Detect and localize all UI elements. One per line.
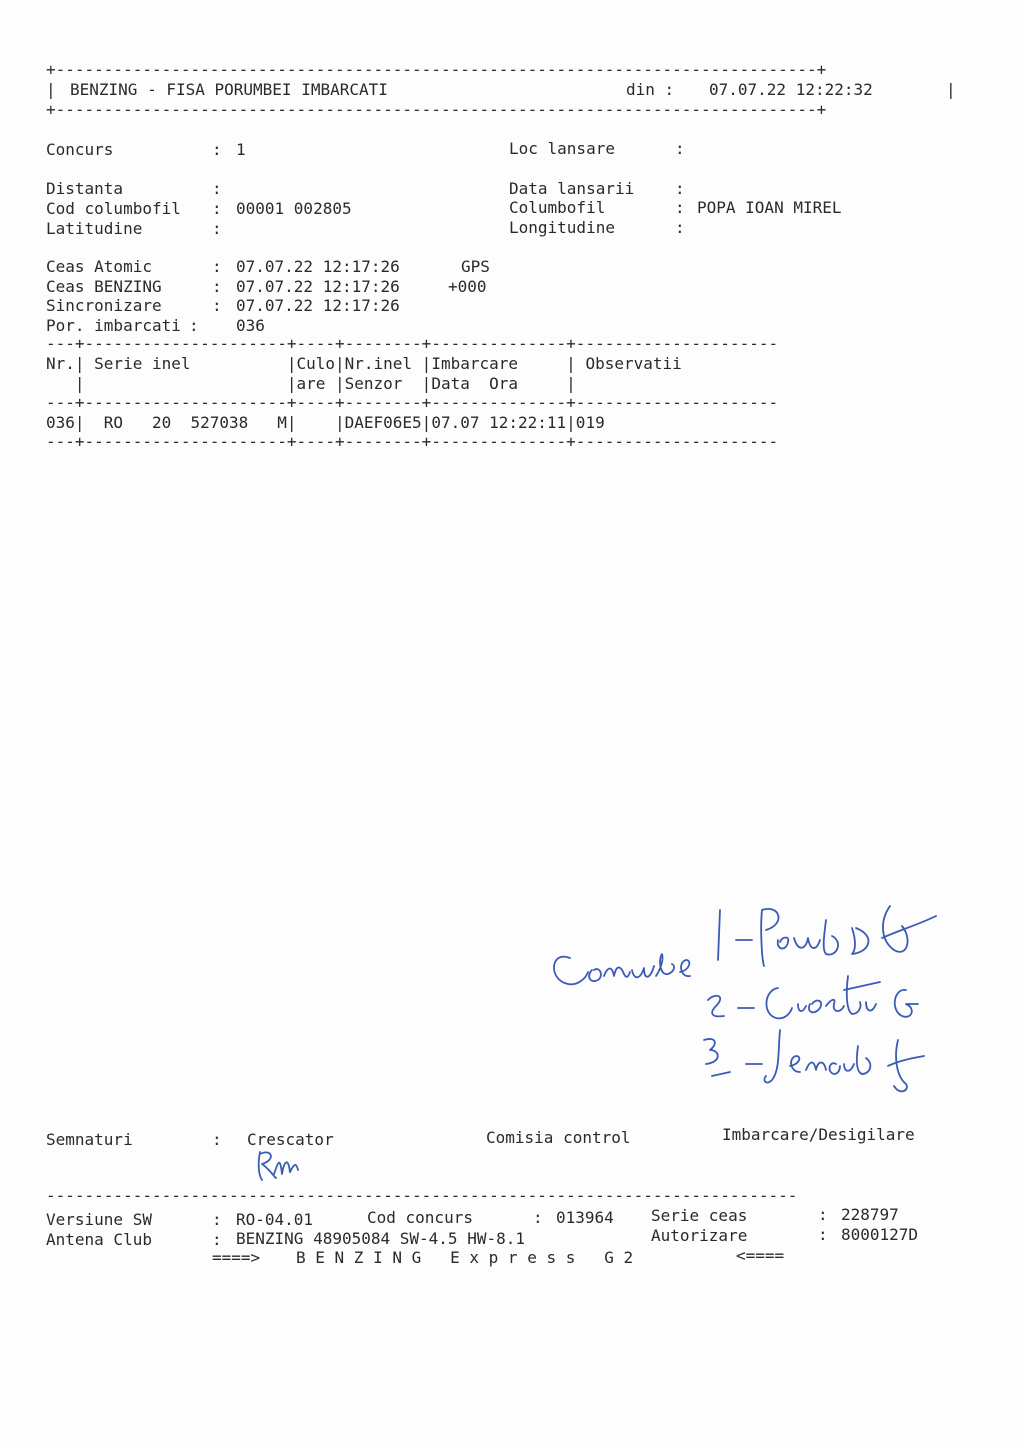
banner-arrow-left: ====> bbox=[212, 1248, 261, 1267]
cod-concurs-label: Cod concurs bbox=[367, 1208, 473, 1227]
sincronizare-label: Sincronizare bbox=[46, 296, 162, 315]
por-imbarcati-label: Por. imbarcati bbox=[46, 316, 181, 335]
header-rule-top: +-------------------------------------------------------------------------------+ bbox=[46, 60, 827, 79]
por-imbarcati-value: 036 bbox=[236, 316, 265, 335]
header-title: BENZING - FISA PORUMBEI IMBARCATI bbox=[70, 80, 388, 99]
latitudine-label: Latitudine bbox=[46, 219, 143, 238]
header-border-right: | bbox=[946, 80, 956, 99]
concurs-colon: : bbox=[212, 140, 222, 159]
ceas-atomic-value: 07.07.22 12:17:26 bbox=[236, 257, 400, 276]
crescator-signature-drawing bbox=[250, 1146, 310, 1186]
cod-columbofil-value: 00001 002805 bbox=[236, 199, 352, 218]
serie-ceas-label: Serie ceas bbox=[651, 1206, 748, 1225]
concurs-label: Concurs bbox=[46, 140, 114, 159]
ceas-benzing-colon: : bbox=[212, 277, 222, 296]
columbofil-label: Columbofil bbox=[509, 198, 606, 217]
longitudine-colon: : bbox=[675, 218, 685, 237]
banner-arrow-right: <==== bbox=[736, 1246, 785, 1265]
ceas-atomic-label: Ceas Atomic bbox=[46, 257, 152, 276]
cod-concurs-value: 013964 bbox=[556, 1208, 614, 1227]
loc-lansare-colon: : bbox=[675, 139, 685, 158]
ceas-atomic-colon: : bbox=[212, 257, 222, 276]
banner-text: B E N Z I N G E x p r e s s G 2 bbox=[296, 1248, 634, 1267]
versiune-sw-label: Versiune SW bbox=[46, 1210, 152, 1229]
distanta-label: Distanta bbox=[46, 179, 124, 198]
longitudine-label: Longitudine bbox=[509, 218, 615, 237]
table-header-row-1: Nr.| Serie inel |Culo|Nr.inel |Imbarcare | Observatii bbox=[46, 354, 682, 373]
ceas-benzing-value: 07.07.22 12:17:26 bbox=[236, 277, 400, 296]
concurs-value: 1 bbox=[236, 140, 246, 159]
table-rule-bottom: ---+---------------------+----+--------+--------------+--------------------- bbox=[46, 432, 779, 451]
cod-concurs-colon: : bbox=[533, 1208, 543, 1227]
distanta-colon: : bbox=[212, 179, 222, 198]
crescator-label: Crescator bbox=[247, 1130, 334, 1149]
columbofil-value: POPA IOAN MIREL bbox=[697, 198, 842, 217]
cod-columbofil-label: Cod columbofil bbox=[46, 199, 181, 218]
por-imbarcati-colon: : bbox=[189, 316, 199, 335]
latitudine-colon: : bbox=[212, 219, 222, 238]
footer-rule: ------------------------------------------------------------------------------ bbox=[46, 1186, 798, 1205]
serie-ceas-value: 228797 bbox=[841, 1205, 899, 1224]
autorizare-value: 8000127D bbox=[841, 1225, 919, 1244]
semnaturi-label: Semnaturi bbox=[46, 1130, 133, 1149]
table-row: 036| RO 20 527038 M| |DAEF06E5|07.07 12:22:11|019 bbox=[46, 413, 605, 432]
loc-lansare-label: Loc lansare bbox=[509, 139, 615, 158]
antena-club-label: Antena Club bbox=[46, 1230, 152, 1249]
header-date-value: 07.07.22 12:22:32 bbox=[709, 80, 873, 99]
cod-columbofil-colon: : bbox=[212, 199, 222, 218]
semnaturi-colon: : bbox=[212, 1130, 222, 1149]
ceas-atomic-suffix: GPS bbox=[461, 257, 490, 276]
antena-club-value: BENZING 48905084 SW-4.5 HW-8.1 bbox=[236, 1229, 525, 1248]
data-lansarii-label: Data lansarii bbox=[509, 179, 635, 198]
header-rule-bottom: +-------------------------------------------------------------------------------+ bbox=[46, 100, 827, 119]
commission-signatures-drawing bbox=[540, 880, 960, 1120]
antena-club-colon: : bbox=[212, 1230, 222, 1249]
serie-ceas-colon: : bbox=[818, 1205, 828, 1224]
ceas-benzing-label: Ceas BENZING bbox=[46, 277, 162, 296]
table-header-row-2: | |are |Senzor |Data Ora | bbox=[46, 374, 576, 393]
versiune-sw-colon: : bbox=[212, 1210, 222, 1229]
ceas-benzing-suffix: +000 bbox=[448, 277, 487, 296]
data-lansarii-colon: : bbox=[675, 179, 685, 198]
sincronizare-colon: : bbox=[212, 296, 222, 315]
imbarcare-desigilare-label: Imbarcare/Desigilare bbox=[722, 1125, 915, 1144]
table-rule-mid: ---+---------------------+----+--------+--------------+--------------------- bbox=[46, 393, 779, 412]
autorizare-label: Autorizare bbox=[651, 1226, 748, 1245]
sincronizare-value: 07.07.22 12:17:26 bbox=[236, 296, 400, 315]
table-rule-top: ---+---------------------+----+--------+--------------+--------------------- bbox=[46, 334, 779, 353]
versiune-sw-value: RO-04.01 bbox=[236, 1210, 314, 1229]
columbofil-colon: : bbox=[675, 198, 685, 217]
header-border-left: | bbox=[46, 80, 56, 99]
header-date-label: din : bbox=[626, 80, 675, 99]
autorizare-colon: : bbox=[818, 1225, 828, 1244]
comisia-control-label: Comisia control bbox=[486, 1128, 631, 1147]
